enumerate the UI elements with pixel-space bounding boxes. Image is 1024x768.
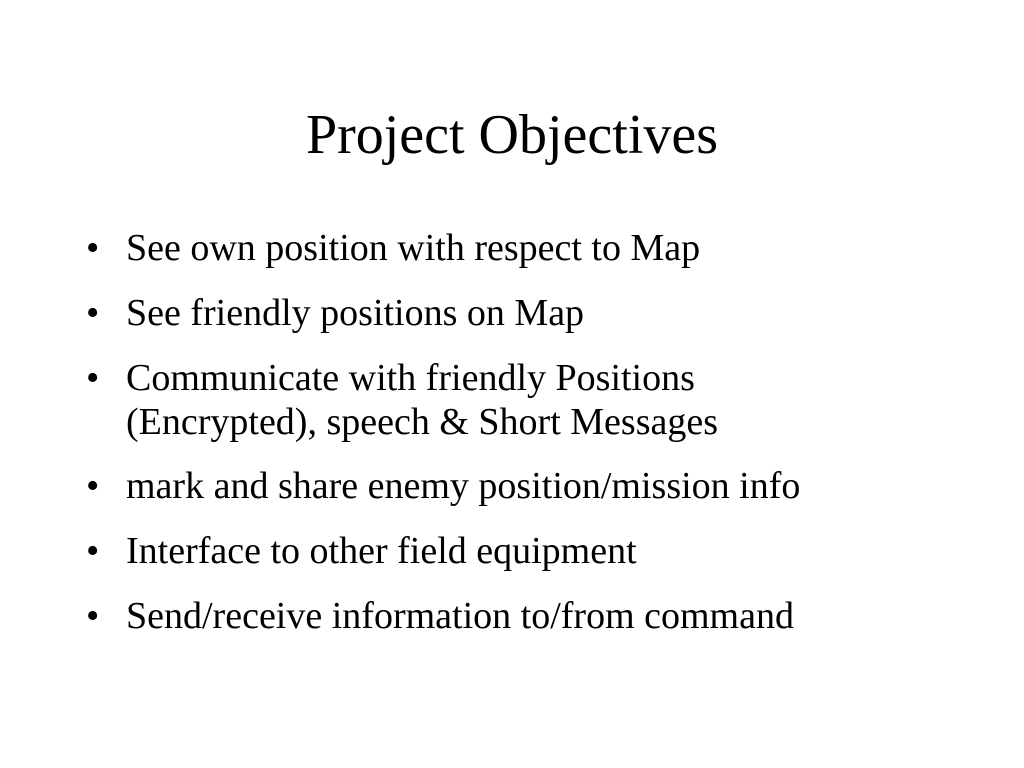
bullet-dot-icon: •	[86, 227, 100, 269]
bullet-dot-icon: •	[86, 292, 100, 334]
bullet-text: Interface to other field equipment	[126, 530, 637, 572]
bullet-dot-icon: •	[86, 595, 100, 637]
bullet-item-enemy-position	[86, 464, 986, 508]
bullet-text: mark and share enemy position/mission info	[126, 465, 801, 507]
bullet-list	[86, 226, 986, 659]
bullet-dot-icon: •	[86, 465, 100, 507]
bullet-item-friendly-positions	[86, 291, 986, 335]
bullet-dot-icon: •	[86, 530, 100, 572]
bullet-text: Send/receive information to/from command	[126, 595, 794, 637]
bullet-text: See friendly positions on Map	[126, 292, 585, 334]
bullet-item-own-position	[86, 226, 986, 270]
bullet-dot-icon: •	[86, 357, 100, 399]
bullet-text: Communicate with friendly Positions (Encrypted), speech & Short Messages	[126, 357, 719, 443]
bullet-item-communicate	[86, 356, 986, 444]
bullet-item-interface	[86, 529, 986, 573]
bullet-item-send-receive	[86, 594, 986, 638]
bullet-text: See own position with respect to Map	[126, 227, 701, 269]
slide-title: Project Objectives	[305, 104, 719, 166]
